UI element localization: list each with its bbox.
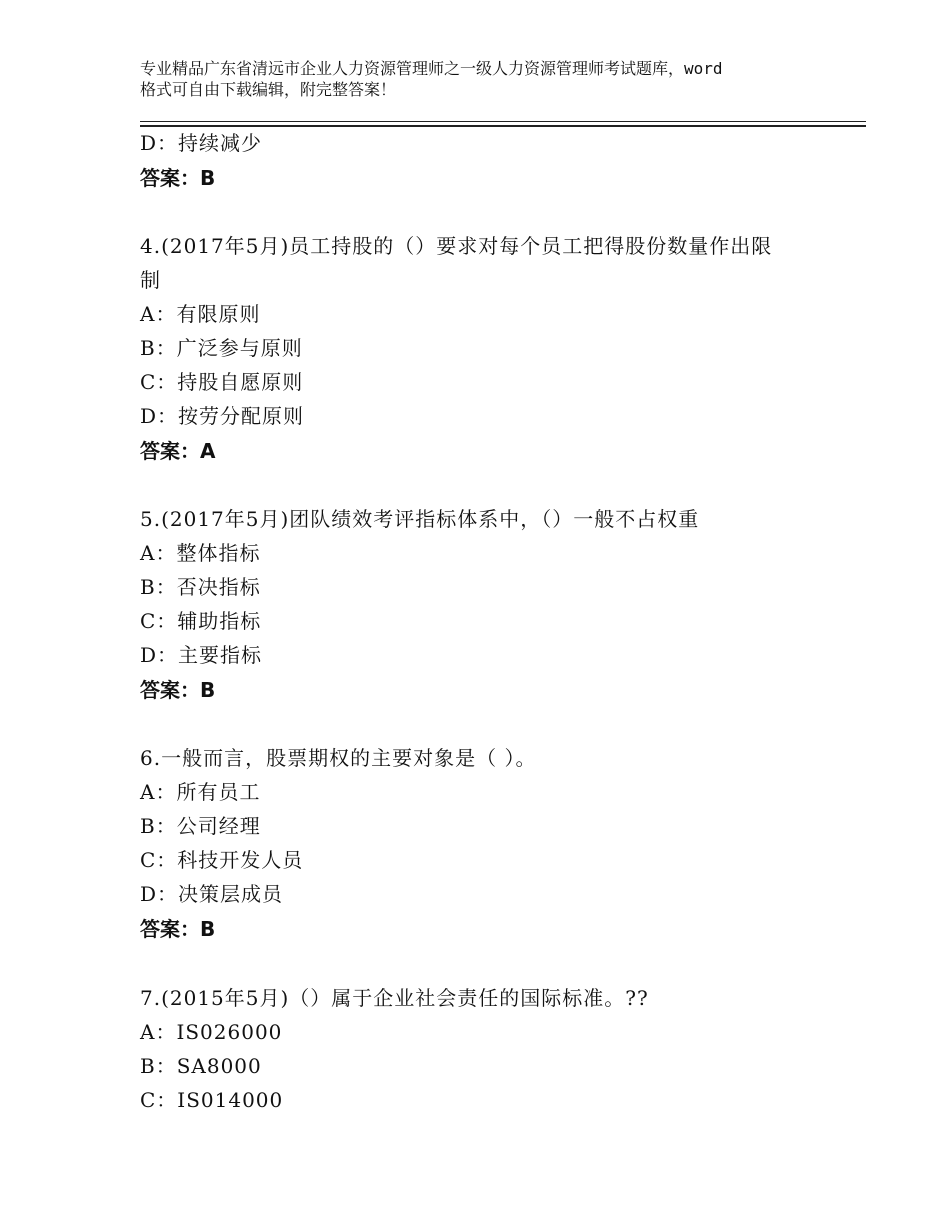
q4-option-a: A：有限原则 [140,302,261,326]
q7-stem: 7.(2015年5月)（）属于企业社会责任的国际标准。?? [140,986,649,1010]
carryover-option-d: D：持续减少 [140,131,263,155]
q4-option-d: D：按劳分配原则 [140,404,305,428]
q6-option-a: A：所有员工 [140,780,261,804]
q6-stem: 6.一般而言，股票期权的主要对象是（ ）。 [140,746,537,770]
q5-answer: 答案：B [140,678,216,702]
q4-stem-line-2: 制 [140,268,161,292]
q7-option-c: C：IS014000 [140,1088,284,1112]
header-divider-thick [140,125,866,127]
q4-answer: 答案：A [140,439,216,463]
q7-option-b: B：SA8000 [140,1054,262,1078]
carryover-answer: 答案：B [140,166,216,190]
q6-answer: 答案：B [140,917,216,941]
q4-stem-line-1: 4.(2017年5月)员工持股的（）要求对每个员工把得股份数量作出限 [140,234,773,258]
q4-option-b: B：广泛参与原则 [140,336,303,360]
header-line-1: 专业精品广东省清远市企业人力资源管理师之一级人力资源管理师考试题库，word [140,59,723,78]
q5-option-b: B：否决指标 [140,575,261,599]
q5-option-c: C：辅助指标 [140,609,262,633]
q4-option-c: C：持股自愿原则 [140,370,304,394]
header-divider-thin [140,121,866,122]
page-header [140,58,830,100]
q7-option-a: A：IS026000 [140,1020,283,1044]
q6-option-c: C：科技开发人员 [140,848,304,872]
header-line-2: 格式可自由下载编辑，附完整答案！ [140,80,397,99]
q5-option-a: A：整体指标 [140,541,261,565]
q5-option-d: D：主要指标 [140,643,263,667]
q6-option-d: D：决策层成员 [140,882,284,906]
q6-option-b: B：公司经理 [140,814,261,838]
q5-stem: 5.(2017年5月)团队绩效考评指标体系中，（）一般不占权重 [140,507,700,531]
